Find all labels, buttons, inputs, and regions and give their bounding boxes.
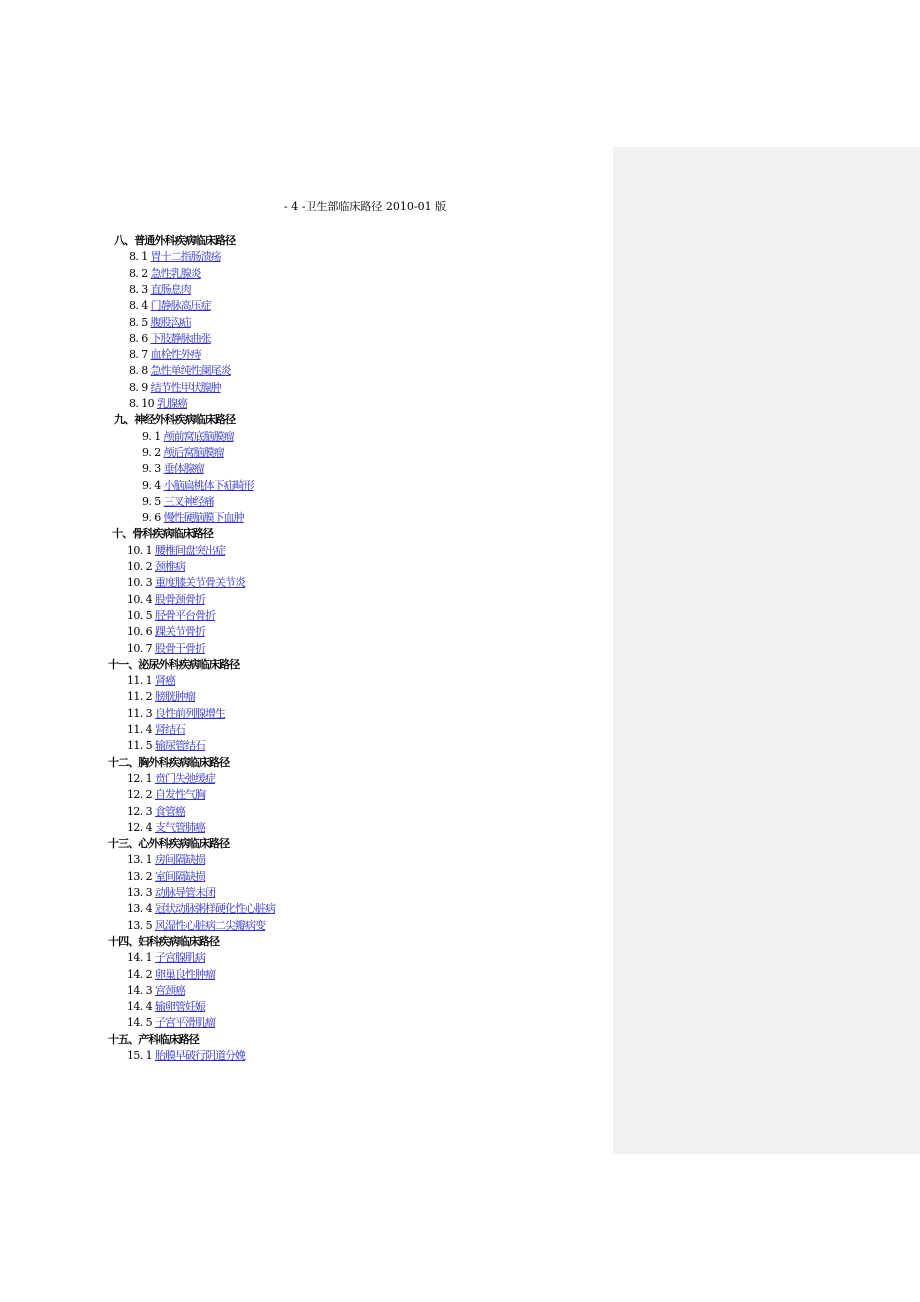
- entry-link[interactable]: 卵巢良性肿瘤: [155, 967, 215, 981]
- entry-number: 8. 9: [129, 380, 148, 394]
- entry-number: 10. 3: [127, 576, 152, 590]
- entry-number: 14. 4: [127, 1000, 152, 1014]
- entry-link[interactable]: 慢性硬脑膜下血肿: [163, 511, 244, 525]
- entry-number: 11. 5: [127, 739, 152, 753]
- entry-link[interactable]: 自发性气胸: [155, 788, 205, 802]
- toc-entry: [127, 852, 205, 868]
- toc-entry: [129, 331, 211, 347]
- entry-link[interactable]: 三叉神经痛: [163, 494, 214, 508]
- toc-entry: [127, 722, 185, 738]
- toc-entry: [127, 592, 205, 608]
- entry-number: 9. 1: [142, 429, 161, 443]
- entry-link[interactable]: 直肠息肉: [150, 282, 191, 296]
- toc-entry: [127, 706, 225, 722]
- toc-entry: [142, 494, 214, 510]
- entry-number: 13. 3: [127, 886, 152, 899]
- entry-link[interactable]: 输尿管结石: [155, 739, 205, 753]
- entry-number: 8. 6: [129, 331, 148, 345]
- toc-entry: [142, 445, 224, 461]
- entry-number: 8. 3: [129, 282, 148, 296]
- entry-link[interactable]: 良性前列腺增生: [155, 706, 225, 720]
- entry-number: 10. 2: [127, 560, 152, 573]
- section-heading: 十三、心外科疾病临床路径: [108, 837, 230, 851]
- entry-link[interactable]: 胎膜早破行阴道分娩: [155, 1049, 245, 1062]
- entry-link[interactable]: 腰椎间盘突出症: [155, 543, 225, 557]
- toc-entry: [129, 315, 191, 331]
- toc-entry: [129, 396, 187, 412]
- toc-entry: [127, 689, 195, 705]
- entry-link[interactable]: 房间隔缺损: [155, 853, 205, 867]
- entry-number: 13. 2: [127, 869, 152, 883]
- toc-entry: [127, 559, 185, 575]
- toc-entry: [142, 510, 244, 526]
- section-heading: 十二、胸外科疾病临床路径: [108, 755, 230, 769]
- toc-entry: [127, 543, 225, 559]
- entry-link[interactable]: 垂体腺瘤: [163, 462, 204, 476]
- entry-number: 12. 4: [127, 820, 152, 834]
- page-header: - 4 -卫生部临床路径 2010-01 版: [284, 200, 447, 213]
- toc-entry: [127, 983, 185, 999]
- toc-entry: [127, 967, 215, 983]
- entry-number: 9. 3: [142, 462, 161, 476]
- entry-link[interactable]: 颅后窝脑膜瘤: [163, 445, 224, 459]
- entry-number: 10. 5: [127, 608, 152, 622]
- entry-link[interactable]: 膀胱肿瘤: [155, 690, 195, 704]
- entry-number: 10. 4: [127, 592, 152, 606]
- entry-number: 15. 1: [127, 1049, 152, 1062]
- toc-entry: [127, 1048, 245, 1064]
- entry-link[interactable]: 胫骨平台骨折: [155, 608, 215, 622]
- toc-entry: [142, 461, 204, 477]
- toc-entry: [127, 771, 215, 787]
- toc-entry: [127, 901, 275, 917]
- section-heading: 八、普通外科疾病临床路径: [114, 234, 236, 247]
- entry-number: 13. 4: [127, 902, 152, 916]
- entry-link[interactable]: 踝关节骨折: [155, 625, 205, 639]
- toc-entry: [127, 918, 265, 934]
- entry-link[interactable]: 支气管肺癌: [155, 820, 205, 834]
- toc-entry: [129, 347, 201, 363]
- entry-number: 14. 1: [127, 951, 152, 965]
- entry-number: 14. 3: [127, 983, 152, 997]
- toc-entry: [127, 950, 205, 966]
- entry-link[interactable]: 颈椎病: [155, 560, 185, 573]
- entry-link[interactable]: 下肢静脉曲张: [150, 331, 211, 345]
- entry-number: 12. 3: [127, 804, 152, 818]
- toc-entry: [127, 624, 205, 640]
- toc-entry: [129, 249, 221, 265]
- toc-entry: [127, 820, 205, 836]
- entry-number: 8. 10: [129, 397, 154, 410]
- toc-entry: [142, 429, 234, 445]
- entry-link[interactable]: 肾癌: [155, 674, 175, 688]
- toc-entry: [127, 673, 175, 689]
- section-heading: 十一、泌尿外科疾病临床路径: [108, 657, 240, 671]
- section-heading: 十五、产科临床路径: [108, 1032, 199, 1046]
- toc-entry: [127, 608, 215, 624]
- entry-number: 8. 4: [129, 299, 148, 313]
- entry-link[interactable]: 颅前窝底脑膜瘤: [163, 429, 234, 443]
- entry-number: 13. 1: [127, 853, 152, 867]
- entry-number: 10. 6: [127, 625, 152, 639]
- entry-number: 8. 7: [129, 348, 148, 362]
- entry-number: 11. 3: [127, 706, 152, 720]
- section-heading: 十、骨科疾病临床路径: [112, 527, 213, 541]
- entry-number: 12. 2: [127, 788, 152, 802]
- entry-link[interactable]: 急性乳腺炎: [150, 266, 201, 280]
- entry-link[interactable]: 门静脉高压症: [150, 299, 211, 313]
- section-heading: 九、神经外科疾病临床路径: [114, 413, 236, 427]
- entry-number: 8. 1: [129, 250, 148, 264]
- entry-link[interactable]: 乳腺癌: [157, 397, 187, 410]
- entry-link[interactable]: 输卵管妊娠: [155, 1000, 205, 1014]
- entry-link[interactable]: 血栓性外痔: [150, 348, 201, 362]
- entry-number: 13. 5: [127, 918, 152, 932]
- entry-number: 9. 2: [142, 445, 161, 459]
- toc-entry: [127, 869, 205, 885]
- entry-link[interactable]: 急性单纯性阑尾炎: [150, 364, 231, 378]
- entry-link[interactable]: 食管癌: [155, 804, 185, 818]
- toc-entry: [129, 363, 231, 379]
- toc-entry: [129, 282, 191, 298]
- toc-entry: [129, 298, 211, 314]
- entry-number: 14. 5: [127, 1016, 152, 1030]
- toc-entry: [129, 380, 221, 396]
- entry-number: 10. 1: [127, 543, 152, 557]
- entry-link[interactable]: 胃十二指肠溃疡: [150, 250, 221, 264]
- entry-number: 9. 5: [142, 494, 161, 508]
- entry-number: 9. 4: [142, 478, 161, 492]
- entry-link[interactable]: 肾结石: [155, 723, 185, 736]
- comment-margin-panel: [613, 147, 920, 1154]
- entry-link[interactable]: 腹股沟疝: [150, 315, 191, 329]
- entry-number: 12. 1: [127, 771, 152, 785]
- toc-entry: [127, 575, 245, 591]
- toc-entry: [142, 478, 254, 494]
- toc-entry: [127, 804, 185, 820]
- entry-link[interactable]: 小脑扁桃体下疝畸形: [163, 478, 254, 492]
- entry-link[interactable]: 冠状动脉粥样硬化性心脏病: [155, 902, 275, 916]
- entry-number: 11. 2: [127, 690, 152, 704]
- entry-link[interactable]: 贲门失弛缓症: [155, 771, 215, 785]
- entry-link[interactable]: 室间隔缺损: [155, 869, 205, 883]
- entry-number: 8. 8: [129, 364, 148, 378]
- entry-number: 11. 1: [127, 674, 152, 688]
- entry-link[interactable]: 结节性甲状腺肿: [150, 380, 221, 394]
- section-heading: 十四、妇科疾病临床路径: [108, 934, 220, 948]
- entry-link[interactable]: 风湿性心脏病二尖瓣病变: [155, 918, 265, 932]
- toc-entry: [127, 738, 205, 754]
- toc-entry: [127, 885, 215, 901]
- entry-link[interactable]: 宫颈癌: [155, 983, 185, 997]
- entry-number: 10. 7: [127, 641, 152, 655]
- toc-entry: [127, 999, 205, 1015]
- entry-link[interactable]: 子宫平滑肌瘤: [155, 1016, 215, 1030]
- entry-link[interactable]: 股骨干骨折: [155, 641, 205, 655]
- entry-number: 9. 6: [142, 511, 161, 525]
- entry-number: 8. 2: [129, 266, 148, 280]
- entry-number: 14. 2: [127, 967, 152, 981]
- toc-entry: [127, 1015, 215, 1031]
- toc-entry: [127, 787, 205, 803]
- entry-link[interactable]: 股骨颈骨折: [155, 592, 205, 606]
- toc-entry: [127, 641, 205, 657]
- entry-link[interactable]: 子宫腺肌病: [155, 951, 205, 965]
- entry-link[interactable]: 动脉导管未闭: [155, 886, 215, 899]
- toc-entry: [129, 266, 201, 282]
- entry-link[interactable]: 重度膝关节骨关节炎: [155, 576, 245, 590]
- entry-number: 8. 5: [129, 315, 148, 329]
- entry-number: 11. 4: [127, 723, 152, 736]
